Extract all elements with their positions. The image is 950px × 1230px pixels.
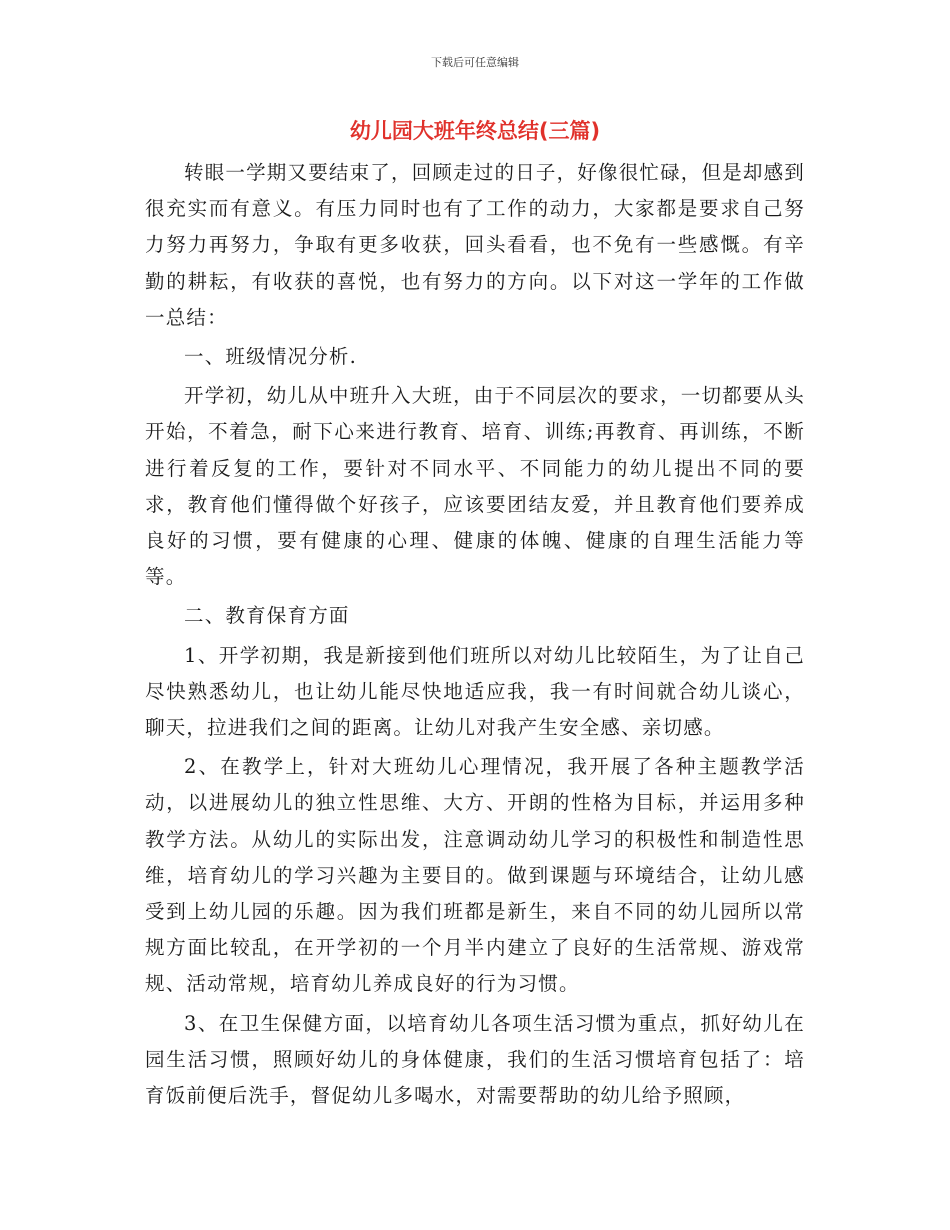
section-heading-education: 二、教育保育方面 [184, 604, 350, 628]
header-note: 下载后可任意编辑 [431, 56, 519, 69]
document-title: 幼儿园大班年终总结(三篇) [349, 119, 601, 143]
section-heading-class-analysis: 一、班级情况分析. [184, 345, 357, 369]
paragraph-education-2: 2、在教学上，针对大班幼儿心理情况，我开展了各种主题教学活动，以进展幼儿的独立性思维、大方、开朗的性格为目标，并运用多种教学方法。从幼儿的实际出发，注意调动幼儿学习的积极性和制造性思维，培育幼儿的学习兴趣为主要目的。做到课题与环境结合，让幼儿感受到上幼儿园的乐趣。因为我们班都是新生，来自不同的幼儿园所以常规方面比较乱，在开学初的一个月半内建立了良好的生活常规、游戏常规、活动常规，培育幼儿养成良好的行为习惯。 [145, 755, 805, 996]
paragraph-education-1: 1、开学初期，我是新接到他们班所以对幼儿比较陌生，为了让自己尽快熟悉幼儿，也让幼儿能尽快地适应我，我一有时间就合幼儿谈心，聊天，拉进我们之间的距离。让幼儿对我产生安全感、亲切感。 [145, 643, 805, 740]
paragraph-class-analysis: 开学初，幼儿从中班升入大班，由于不同层次的要求，一切都要从头开始，不着急，耐下心来进行教育、培育、训练;再教育、再训练，不断进行着反复的工作，要针对不同水平、不同能力的幼儿提出不同的要求，教育他们懂得做个好孩子，应该要团结友爱，并且教育他们要养成良好的习惯，要有健康的心理、健康的体魄、健康的自理生活能力等等。 [145, 384, 806, 589]
paragraph-intro: 转眼一学期又要结束了，回顾走过的日子，好像很忙碌，但是却感到很充实而有意义。有压力同时也有了工作的动力，大家都是要求自己努力努力再努力，争取有更多收获，回头看看，也不免有一些感慨。有辛勤的耕耘，有收获的喜悦，也有努力的方向。以下对这一学年的工作做一总结： [145, 161, 806, 329]
document-body [145, 155, 805, 1114]
paragraph-education-3: 3、在卫生保健方面，以培育幼儿各项生活习惯为重点，抓好幼儿在园生活习惯，照顾好幼儿的身体健康，我们的生活习惯培育包括了：培育饭前便后洗手，督促幼儿多喝水，对需要帮助的幼儿给予照顾， [145, 1011, 805, 1108]
